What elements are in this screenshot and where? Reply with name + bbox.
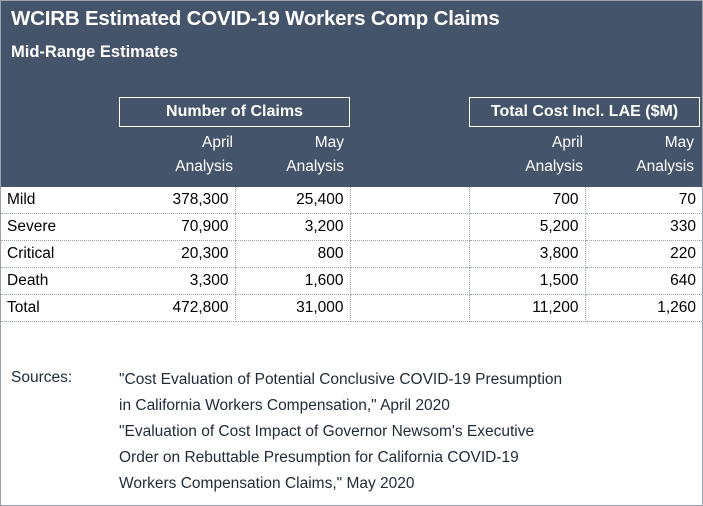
column-header-cost-april-line2: Analysis bbox=[525, 158, 583, 175]
column-header-cost-april-line1: April bbox=[551, 134, 583, 151]
sources-line: "Cost Evaluation of Potential Conclusive COVID-19 Presumption bbox=[119, 371, 563, 388]
column-header-cost-may-line2: Analysis bbox=[636, 158, 694, 175]
cell-spacer bbox=[350, 295, 469, 322]
column-header-claims-april bbox=[125, 134, 233, 176]
cell-claims-april: 378,300 bbox=[119, 187, 235, 214]
table-row bbox=[1, 241, 702, 268]
cell-claims-may: 31,000 bbox=[235, 295, 350, 322]
cell-cost-april: 3,800 bbox=[469, 241, 585, 268]
sources-line: in California Workers Compensation," April 2020 bbox=[119, 397, 450, 414]
cell-cost-may: 220 bbox=[585, 241, 702, 268]
column-header-cost-april bbox=[475, 134, 583, 176]
cell-claims-may: 1,600 bbox=[235, 268, 350, 295]
cell-claims-may: 800 bbox=[235, 241, 350, 268]
sources-line: Order on Rebuttable Presumption for California COVID-19 bbox=[119, 449, 519, 466]
column-header-claims-april-line2: Analysis bbox=[175, 158, 233, 175]
column-header-claims-may-line1: May bbox=[314, 134, 344, 151]
sources-line: Workers Compensation Claims," May 2020 bbox=[119, 475, 415, 492]
cell-claims-april: 20,300 bbox=[119, 241, 235, 268]
cell-cost-april: 1,500 bbox=[469, 268, 585, 295]
column-header-claims-may-line2: Analysis bbox=[286, 158, 344, 175]
column-header-cost-may-line1: May bbox=[664, 134, 694, 151]
row-label: Critical bbox=[1, 241, 119, 268]
sources-text bbox=[119, 367, 697, 497]
row-label: Mild bbox=[1, 187, 119, 214]
column-group-header-claims: Number of Claims bbox=[119, 97, 350, 127]
row-label: Severe bbox=[1, 214, 119, 241]
row-label: Death bbox=[1, 268, 119, 295]
page-title: WCIRB Estimated COVID-19 Workers Comp Claims bbox=[11, 7, 500, 30]
cell-spacer bbox=[350, 241, 469, 268]
header-band bbox=[1, 1, 702, 187]
cell-claims-april: 70,900 bbox=[119, 214, 235, 241]
cell-cost-april: 700 bbox=[469, 187, 585, 214]
cell-spacer bbox=[350, 268, 469, 295]
cell-claims-april: 472,800 bbox=[119, 295, 235, 322]
cell-cost-may: 330 bbox=[585, 214, 702, 241]
cell-claims-may: 25,400 bbox=[235, 187, 350, 214]
column-group-header-cost: Total Cost Incl. LAE ($M) bbox=[469, 97, 700, 127]
cell-cost-april: 11,200 bbox=[469, 295, 585, 322]
sources-section bbox=[1, 353, 702, 505]
cell-cost-may: 70 bbox=[585, 187, 702, 214]
sources-label: Sources: bbox=[11, 369, 73, 386]
cell-cost-may: 1,260 bbox=[585, 295, 702, 322]
page-subtitle: Mid-Range Estimates bbox=[11, 43, 178, 61]
cell-claims-april: 3,300 bbox=[119, 268, 235, 295]
cell-spacer bbox=[350, 214, 469, 241]
row-label: Total bbox=[1, 295, 119, 322]
table-row bbox=[1, 268, 702, 295]
sources-line: "Evaluation of Cost Impact of Governor Newsom's Executive bbox=[119, 423, 535, 440]
table-row bbox=[1, 187, 702, 214]
column-header-claims-april-line1: April bbox=[201, 134, 233, 151]
table-row-total bbox=[1, 295, 702, 322]
column-header-claims-may bbox=[241, 134, 344, 176]
cell-spacer bbox=[350, 187, 469, 214]
cell-cost-may: 640 bbox=[585, 268, 702, 295]
cell-claims-may: 3,200 bbox=[235, 214, 350, 241]
data-table bbox=[1, 187, 702, 322]
table-row bbox=[1, 214, 702, 241]
column-header-cost-may bbox=[591, 134, 694, 176]
cell-cost-april: 5,200 bbox=[469, 214, 585, 241]
